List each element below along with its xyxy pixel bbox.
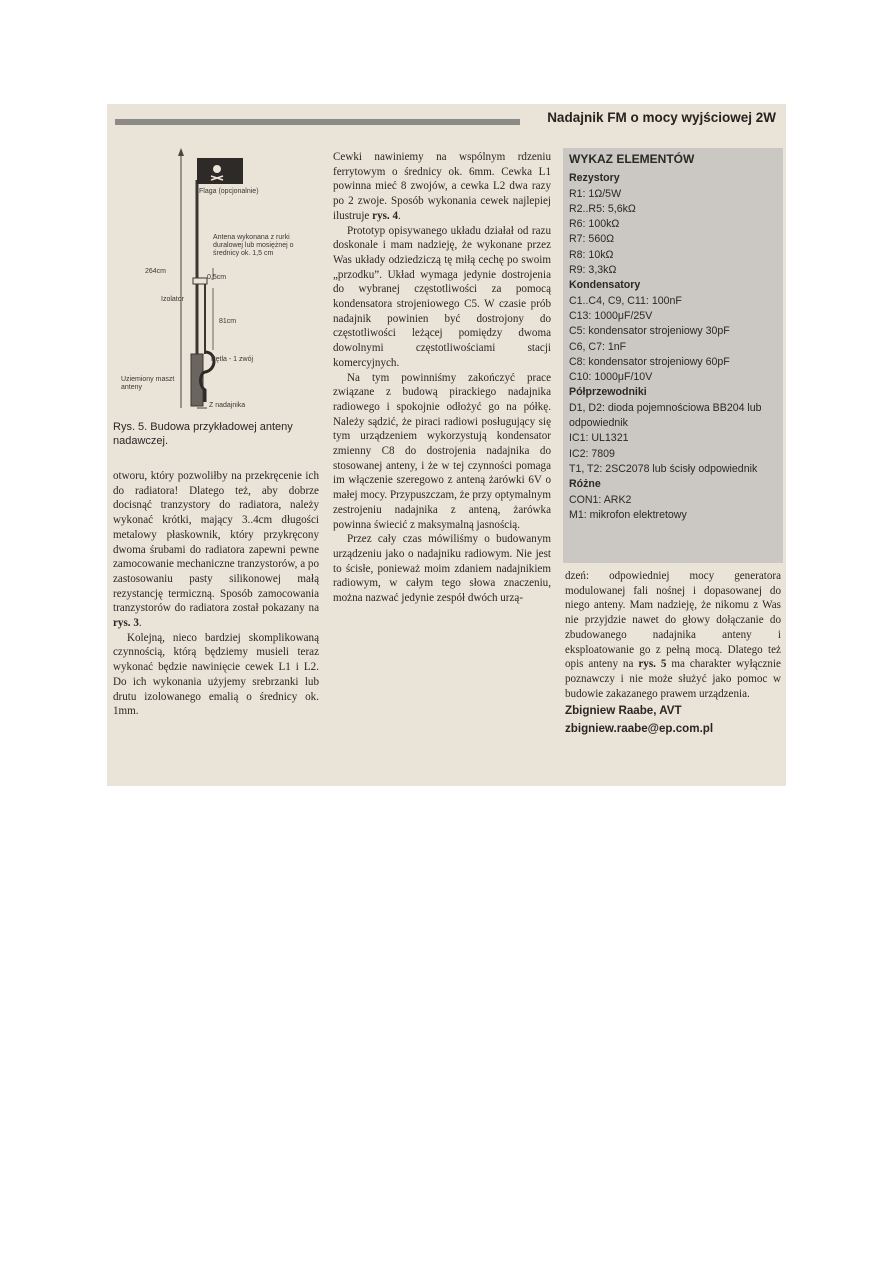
label-length: 81cm xyxy=(219,318,237,325)
header-rule xyxy=(115,119,520,125)
part-item: M1: mikrofon elektretowy xyxy=(569,508,687,521)
part-item: R8: 10kΩ xyxy=(569,248,614,261)
page-header-title: Nadajnik FM o mocy wyjściowej 2W xyxy=(547,110,776,125)
part-item: C13: 1000μF/25V xyxy=(569,309,653,322)
label-loop: Pętla - 1 zwój xyxy=(211,356,254,363)
section-title: Kondensatory xyxy=(569,279,641,292)
part-item: D1, D2: dioda pojemnościowa BB204 lub odpowiednik xyxy=(569,401,762,430)
author-email[interactable]: zbigniew.raabe@ep.com.pl xyxy=(565,722,714,736)
section-title: Półprzewodniki xyxy=(569,386,647,399)
figure-reference: rys. 5 xyxy=(638,658,667,671)
antenna-figure xyxy=(109,140,329,466)
label-height: 264cm xyxy=(145,268,167,275)
paragraph-text: otworu, który pozwoliłby na przekręcenie ich do radiatora! Dlatego też, aby dobrze docisnąć tranzystory do radiatora, należy wykonać krótki, mający 3..4cm długości metalowy płaskownik, który przykręcony dwoma śrubami do radiatora zapewni pewne zamocowanie mechaniczne tranzystorów, a po zastosowaniu pasty silikonowej małą rezystancję termiczną. Sposób zamocowania tranzystorów do radiatora został pokazany na xyxy=(113,470,319,615)
paragraph-text: Cewki nawiniemy na wspólnym rdzeniu ferrytowym o średnicy ok. 6mm. Cewka L1 powinna mieć 8 zwojów, a cewka L2 dwa razy po 2 zwoje. Sposób wykonania cewek najlepiej ilustruje xyxy=(333,151,551,222)
label-from-tx: Z nadajnika xyxy=(209,402,246,409)
section-title: Rezystory xyxy=(569,172,620,185)
paragraph-end: . xyxy=(398,209,401,222)
text-column-2 xyxy=(333,150,551,606)
parts-list-title: WYKAZ ELEMENTÓW xyxy=(569,152,695,166)
paragraph-text: dzeń: odpowiedniej mocy generatora modulowanej fali nośnej i dopasowanej do niego anteny. Mam nadzieję, że nikomu z Was nie przyjdzie nawet do głowy dołączanie do zbudowanego nadajnika anteny i eksploatowanie go z pełną mocą. Dlatego też opis anteny na xyxy=(565,570,781,671)
scanned-page xyxy=(107,104,786,786)
paragraph: Kolejną, nieco bardziej skomplikowaną czynnością, którą będziemy musieli teraz wykonać będzie nawinięcie cewek L1 i L2. Do ich wykonania użyjemy srebrzanki lub drutu izolowanego emalią o średnicy ok. 1mm. xyxy=(113,631,319,718)
part-item: C8: kondensator strojeniowy 60pF xyxy=(569,355,730,368)
label-gap: 0,5cm xyxy=(207,274,227,281)
figure-reference: rys. 3 xyxy=(113,617,139,630)
part-item: R1: 1Ω/5W xyxy=(569,187,622,200)
label-isolator: Izolator xyxy=(161,296,184,303)
part-item: R6: 100kΩ xyxy=(569,218,620,231)
paragraph: Przez cały czas mówiliśmy o budowanym urządzeniu jako o nadajniku radiowym. Nie jest to ścisłe, ponieważ moim zdaniem nadajnikiem radiowym, w całym tego słowa znaczeniu, można nazwać jedynie zespół dwóch urzą- xyxy=(333,533,551,605)
section-title: Różne xyxy=(569,478,601,491)
text-column-3 xyxy=(565,569,781,737)
part-item: R2..R5: 5,6kΩ xyxy=(569,202,636,215)
part-item: R9: 3,3kΩ xyxy=(569,264,617,277)
part-item: CON1: ARK2 xyxy=(569,493,632,506)
paragraph-end: . xyxy=(138,617,142,630)
part-item: IC1: UL1321 xyxy=(569,432,629,445)
part-item: C5: kondensator strojeniowy 30pF xyxy=(569,325,730,338)
text-column-1 xyxy=(113,469,319,719)
label-antenna-desc: Antena wykonana z rurki duralowej lub mosiężnej o średnicy ok. 1,5 cm xyxy=(213,234,294,257)
part-item: C10: 1000μF/10V xyxy=(569,371,653,384)
paragraph xyxy=(333,150,551,224)
part-item: C1..C4, C9, C11: 100nF xyxy=(569,294,682,307)
figure-caption: Rys. 5. Budowa przykładowej anteny nadawczej. xyxy=(113,421,293,447)
part-item: T1, T2: 2SC2078 lub ścisły odpowiednik xyxy=(569,462,758,475)
figure-reference: rys. 4 xyxy=(372,209,399,222)
paragraph-text: ma charakter wyłącznie poznawczy i nie może służyć jako pomoc w budowie zakazanego prawem urządzenia. xyxy=(565,658,781,700)
label-mast: Uziemiony maszt anteny xyxy=(121,376,175,391)
parts-list-box xyxy=(563,148,783,563)
paragraph xyxy=(113,469,319,631)
part-item: IC2: 7809 xyxy=(569,447,615,460)
part-item: R7: 560Ω xyxy=(569,233,615,246)
label-flag: Flaga (opcjonalnie) xyxy=(199,188,259,195)
paragraph: Prototyp opisywanego układu działał od razu doskonale i mam nadzieję, że wykonane przez Was układy odziedziczą tę miłą cechę po swoim „przodku”. Układ wymaga jedynie dostrojenia do wybranej częstotliwości za pomocą kondensatora strojeniowego C5. W czasie prób nadajnik powinien być dostrojony do częstotliwości leżącej pomiędzy dwoma dowolnymi częstotliwościami stacji komercyjnych. xyxy=(333,224,551,369)
author-name: Zbigniew Raabe, AVT xyxy=(565,704,682,718)
paragraph: Na tym powinniśmy zakończyć prace związane z budową pirackiego nadajnika radiowego i spokojnie odłożyć go na półkę. Należy sądzić, że piraci radiowi posługujący się tym urządzeniem wykorzystują kondensator zmienny C8 do dostrojenia nadajnika do stosowanej anteny, i że w tej czynności pomaga im włączenie szeregowo z anteną żarówki 6V o małej mocy. Przypuszczam, że przy optymalnym zestrojeniu nadajnika z anteną, żarówka powinna świecić z maksymalną jasnością. xyxy=(333,371,551,531)
paragraph xyxy=(565,569,781,701)
part-item: C6, C7: 1nF xyxy=(569,340,627,353)
